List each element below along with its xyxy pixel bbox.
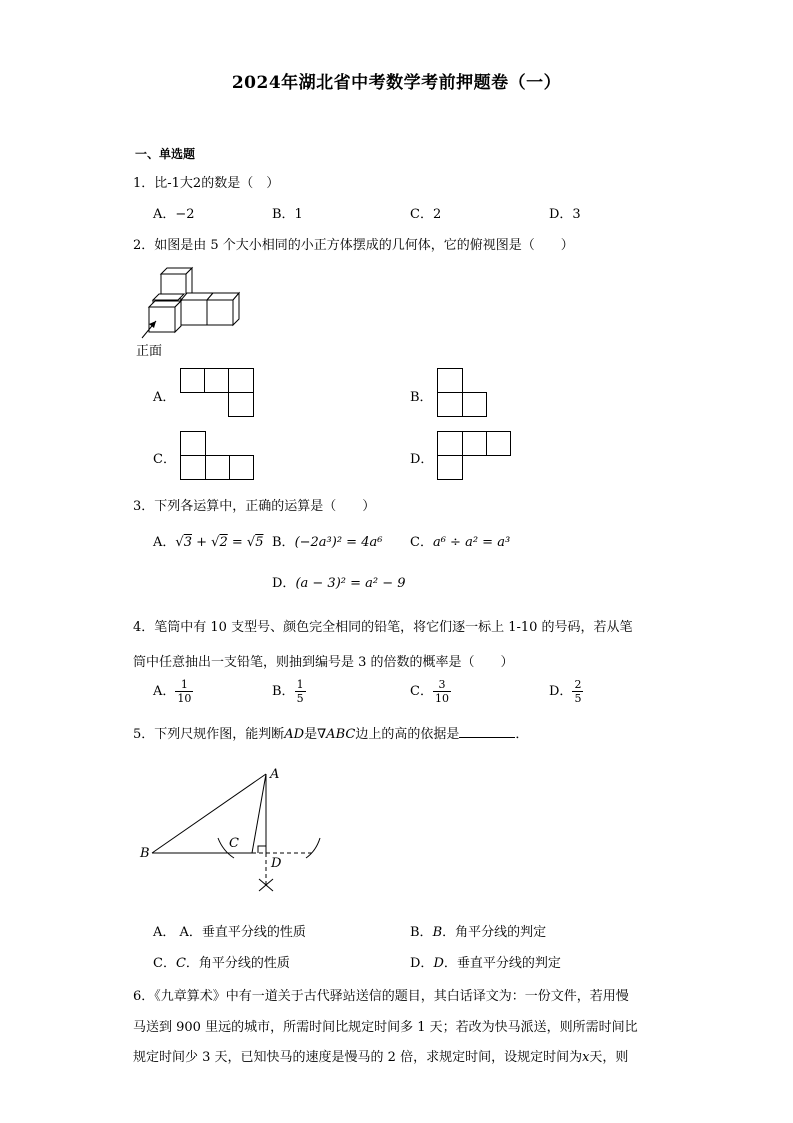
question-4-option-d-fraction (572, 678, 583, 705)
page-title: 2024年湖北省中考数学考前押题卷（一） (231, 73, 562, 93)
question-3-option-b[interactable] (272, 531, 382, 550)
option-letter: A (179, 925, 189, 940)
triangle-abc: ∇ABC (317, 727, 356, 742)
line-3-text: 规定时间少 3 天，已知快马的速度是慢马的 2 倍，求规定时间，设规定时间为 (133, 1050, 583, 1065)
question-1-option-a[interactable]: A．−2 (153, 207, 195, 222)
question-3-option-c[interactable] (410, 531, 510, 550)
question-3-option-d-label: D． (272, 576, 296, 591)
option-text: ．角平分线的性质 (185, 956, 290, 971)
question-5-stem (133, 723, 528, 742)
plus-sign: + (191, 535, 212, 550)
question-1-option-d[interactable]: D．3 (549, 207, 581, 222)
question-3-option-b-expr: (−2a³)² = 4a⁶ (294, 535, 383, 550)
question-4-option-c-fraction (433, 678, 451, 705)
question-4-option-b-label: B． (272, 684, 295, 699)
question-3-option-a-label: A． (153, 535, 176, 550)
question-3-option-b-label: B． (272, 535, 295, 550)
option-letter: C (175, 956, 186, 971)
segment-ca (252, 774, 266, 853)
question-6-line-3 (133, 1046, 628, 1065)
question-6-line-2: 马送到 900 里远的城市，所需时间比规定时间多 1 天；若改为快马派送，则所需时间比 (133, 1020, 638, 1035)
point-c-label: C (229, 836, 239, 851)
question-5-option-d[interactable] (410, 952, 561, 971)
question-2-stem: 2．如图是由 5 个大小相同的小正方体摆成的几何体，它的俯视图是（ ） (133, 238, 574, 253)
option-text: ．角平分线的判定 (442, 925, 547, 940)
denominator: 5 (296, 692, 304, 705)
numerator: 1 (296, 678, 304, 691)
variable-x: x (582, 1050, 590, 1065)
question-1-option-c[interactable]: C．2 (410, 207, 442, 222)
point-b-label: B (140, 846, 150, 861)
question-3-option-d-expr: (a − 3)² = a² − 9 (295, 576, 406, 591)
question-2-option-c-label[interactable]: C． (153, 452, 176, 467)
question-3-option-a[interactable] (153, 531, 263, 550)
question-5-option-b[interactable] (410, 921, 546, 940)
question-5-option-c[interactable] (153, 952, 290, 971)
stem-suffix: 边上的高的依据是 (355, 727, 460, 742)
option-letter: D (433, 956, 444, 971)
denominator: 10 (434, 692, 449, 705)
question-3-option-d[interactable] (272, 572, 406, 591)
option-text: ．垂直平分线的性质 (188, 925, 306, 940)
question-2-option-b-figure[interactable] (437, 368, 489, 418)
point-a-label: A (270, 767, 280, 782)
option-label: C． (153, 956, 176, 971)
right-angle-mark (258, 846, 266, 853)
line-3-end: 天，则 (589, 1050, 629, 1065)
question-5-option-a[interactable] (153, 921, 306, 940)
question-2-option-c-figure[interactable] (180, 431, 256, 481)
question-4-option-b[interactable] (272, 678, 306, 705)
question-4-stem-line-1: 4．笔筒中有 10 支型号、颜色完全相同的铅笔，将它们逐一标上 1-10 的号码，若从笔 (133, 620, 633, 635)
question-2-option-d-figure[interactable] (437, 431, 513, 481)
question-4-option-b-fraction (295, 678, 306, 705)
answer-blank[interactable] (459, 725, 515, 738)
stem-prefix: 5．下列尺规作图，能判断 (133, 727, 285, 742)
segment-ad: AD (284, 727, 305, 742)
cube-stack-drawing (149, 268, 239, 332)
segment-ba (152, 774, 266, 853)
arc-right (306, 838, 320, 858)
option-label: A． (153, 925, 176, 940)
denominator: 10 (177, 692, 192, 705)
option-letter: B (432, 925, 443, 940)
option-label: B． (410, 925, 433, 940)
radicand-2: 2 (219, 535, 228, 550)
denominator: 5 (574, 692, 582, 705)
section-heading: 一、单选题 (135, 147, 196, 161)
numerator: 1 (175, 678, 193, 692)
question-4-option-d[interactable] (549, 678, 583, 705)
question-4-stem-line-2: 筒中任意抽出一支铅笔，则抽到编号是 3 的倍数的概率是（ ） (133, 655, 514, 670)
question-3-stem: 3．下列各运算中，正确的运算是（ ） (133, 499, 376, 514)
radicand-1: 3 (183, 535, 192, 550)
question-3-option-a-expr: √3 + √2 = √5 (175, 535, 264, 550)
equals-sign: = (227, 535, 247, 550)
stem-mid: 是 (304, 727, 318, 742)
question-2-option-d-label[interactable]: D． (410, 452, 434, 467)
question-1-stem: 1．比-1大2的数是（ ） (133, 176, 280, 191)
question-4-option-d-label: D． (549, 684, 573, 699)
question-2-option-a-figure[interactable] (180, 368, 256, 418)
question-1-option-b[interactable]: B．1 (272, 207, 303, 222)
radicand-3: 5 (255, 535, 264, 550)
question-6-line-1: 6．《九章算术》中有一道关于古代驿站送信的题目，其白话译文为：一份文件，若用慢 (133, 989, 629, 1004)
question-4-option-a[interactable] (153, 678, 193, 705)
question-2-option-b-label[interactable]: B． (410, 390, 433, 405)
option-text: ．垂直平分线的判定 (443, 956, 561, 971)
numerator: 3 (433, 678, 451, 692)
stem-end: ． (515, 727, 529, 742)
front-view-label: 正面 (136, 344, 163, 359)
question-4-option-c[interactable] (410, 678, 451, 705)
question-5-construction-figure (130, 760, 340, 900)
question-2-option-a-label[interactable]: A． (153, 390, 176, 405)
question-4-option-c-label: C． (410, 684, 433, 699)
option-label: D． (410, 956, 434, 971)
question-4-option-a-fraction (175, 678, 193, 705)
question-4-option-a-label: A． (153, 684, 176, 699)
question-3-option-c-label: C． (410, 535, 433, 550)
question-3-option-c-expr: a⁶ ÷ a² = a³ (432, 535, 511, 550)
numerator: 2 (574, 678, 582, 691)
point-d-label: D (271, 856, 282, 871)
